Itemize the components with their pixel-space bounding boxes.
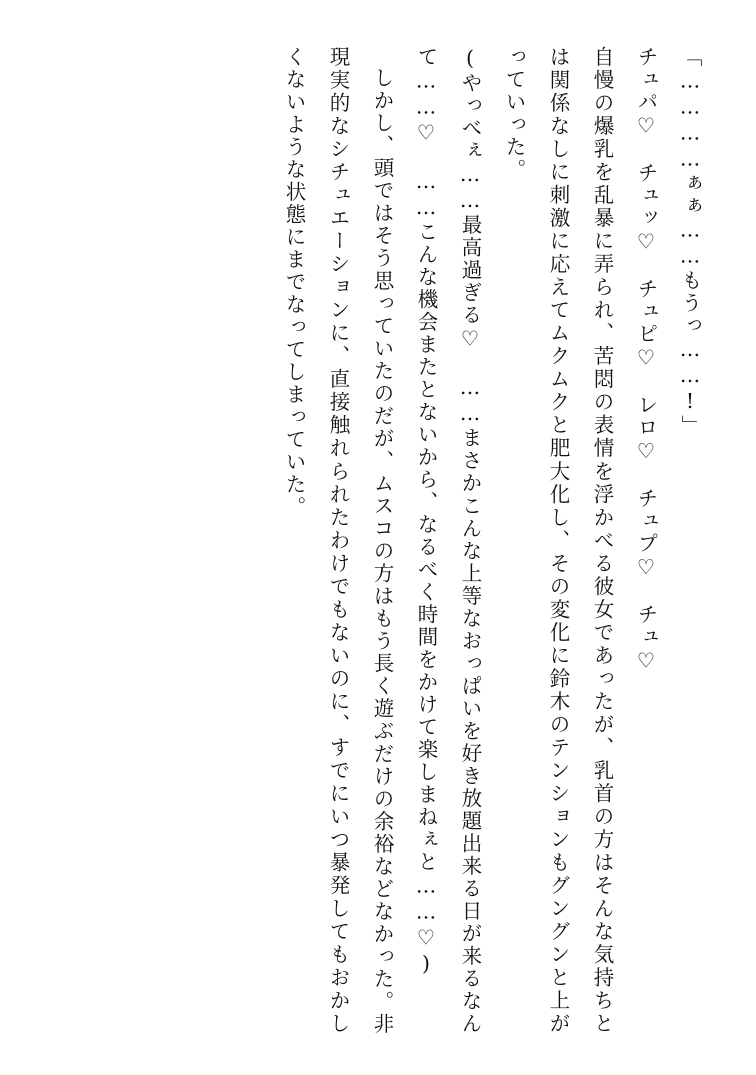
paragraph-3: 自慢の爆乳を乱暴に弄られ、苦悶の表情を浮かべる彼女であったが、乳首の方はそんな気持ちとは関係なしに刺激に応えてムクムクと肥大化し、その変化に鈴木のテンションもグングンと上がっていった。 xyxy=(502,46,614,1035)
paragraph-2: チュパ♡ チュッ♡ チュピ♡ レロ♡ チュプ♡ チュ♡ xyxy=(634,46,658,675)
paragraph-4: (やっべぇ……最高過ぎる♡ ……まさかこんな上等なおっぱいを好き放題出来る日が来るなんて……♡ ……こんな機会またとないから、なるべく時間をかけて楽しまねぇと……♡) xyxy=(414,46,482,1035)
vertical-text-body xyxy=(44,46,712,1035)
paragraph-5: しかし、頭ではそう思っていたのだが、ムスコの方はもう長く遊ぶだけの余裕などなかった。非現実的なシチュエーションに、直接触れられたわけでもないのに、すでにいつ暴発してもおかしくないような状態にまでなってしまっていた。 xyxy=(282,46,394,1035)
paragraph-1: 「…………ぁぁ……もうっ……!」 xyxy=(678,46,702,438)
